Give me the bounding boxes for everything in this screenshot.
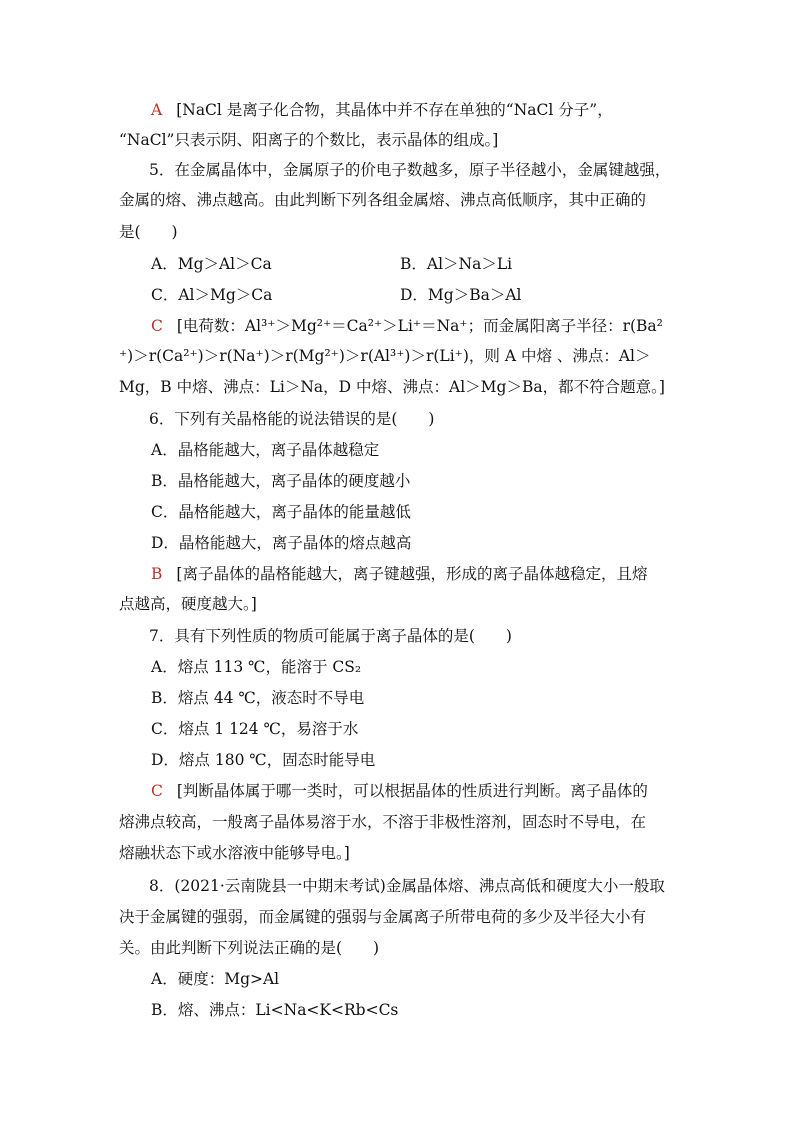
q7-explanation-line-2: 熔沸点较高，一般离子晶体易溶于水，不溶于非极性溶剂，固态时不导电，在 — [119, 813, 647, 831]
q5-explanation-line-3: Mg，B 中熔、沸点：Li＞Na，D 中熔、沸点：Al＞Mg＞Ba，都不符合题意。] — [119, 378, 665, 396]
q6-explanation-text-1: [离子晶体的晶格能越大，离子键越强，形成的离子晶体越稳定，且熔 — [176, 565, 648, 583]
q5-option-b: B．Al＞Na＞Li — [400, 255, 513, 273]
q7-option-b: B．熔点 44 ℃，液态时不导电 — [151, 689, 365, 707]
q6-answer-label: B — [151, 565, 163, 583]
q5-option-a: A．Mg＞Al＞Ca — [151, 255, 272, 273]
q6-option-c: C．晶格能越大，离子晶体的能量越低 — [151, 503, 411, 521]
q5-options-row-2 — [0, 285, 794, 305]
q8-stem-line-1: 8．(2021·云南陇县一中期末考试)金属晶体熔、沸点高低和硬度大小一般取 — [149, 877, 665, 895]
q7-stem: 7．具有下列性质的物质可能属于离子晶体的是( ) — [149, 627, 512, 645]
q5-stem-line-3: 是( ) — [119, 223, 178, 241]
q5-explanation-line-1 — [0, 316, 794, 336]
q6-explanation-line-2: 点越高，硬度越大。] — [119, 595, 257, 613]
q4-explanation-line-1 — [0, 100, 794, 120]
q7-option-d: D．熔点 180 ℃，固态时能导电 — [151, 751, 376, 769]
q5-explanation-line-2: ⁺)＞r(Ca²⁺)＞r(Na⁺)＞r(Mg²⁺)＞r(Al³⁺)＞r(Li⁺)，则 A 中熔 、沸点：Al＞ — [119, 347, 651, 365]
q4-explanation-text-1: [NaCl 是离子化合物，其晶体中并不存在单独的“NaCl 分子”， — [176, 101, 613, 119]
q6-stem: 6．下列有关晶格能的说法错误的是( ) — [149, 410, 435, 428]
q5-explanation-text-1: [电荷数：Al³⁺＞Mg²⁺＝Ca²⁺＞Li⁺＝Na⁺；而金属阳离子半径：r(Ba² — [176, 317, 663, 335]
q6-option-a: A．晶格能越大，离子晶体越稳定 — [151, 441, 380, 459]
q5-stem-line-1: 5．在金属晶体中，金属原子的价电子数越多，原子半径越小，金属键越强， — [149, 161, 671, 179]
q7-answer-label: C — [151, 782, 163, 800]
q8-option-b: B．熔、沸点：Li<Na<K<Rb<Cs — [151, 1001, 399, 1019]
q5-options-row-1 — [0, 254, 794, 274]
q7-explanation-line-1 — [0, 781, 794, 801]
q7-explanation-text-1: [判断晶体属于哪一类时，可以根据晶体的性质进行判断。离子晶体的 — [176, 782, 648, 800]
q4-answer-label: A — [151, 101, 163, 119]
q6-option-d: D．晶格能越大，离子晶体的熔点越高 — [151, 534, 412, 552]
q8-stem-line-3: 关。由此判断下列说法正确的是( ) — [119, 939, 380, 957]
q7-explanation-line-3: 熔融状态下或水溶液中能够导电。] — [119, 844, 350, 862]
q6-explanation-line-1 — [0, 564, 794, 584]
q4-explanation-line-2: “NaCl”只表示阴、阳离子的个数比，表示晶体的组成。] — [119, 131, 499, 149]
q6-option-b: B．晶格能越大，离子晶体的硬度越小 — [151, 472, 411, 490]
q5-option-c: C．Al＞Mg＞Ca — [151, 286, 273, 304]
q8-option-a: A．硬度：Mg>Al — [151, 970, 280, 988]
q7-option-a: A．熔点 113 ℃，能溶于 CS₂ — [151, 658, 362, 676]
q5-option-d: D．Mg＞Ba＞Al — [400, 286, 522, 304]
q5-answer-label: C — [151, 317, 163, 335]
q8-stem-line-2: 决于金属键的强弱，而金属键的强弱与金属离子所带电荷的多少及半径大小有 — [119, 908, 647, 926]
q7-option-c: C．熔点 1 124 ℃，易溶于水 — [151, 720, 359, 738]
q5-stem-line-2: 金属的熔、沸点越高。由此判断下列各组金属熔、沸点高低顺序，其中正确的 — [119, 191, 647, 209]
